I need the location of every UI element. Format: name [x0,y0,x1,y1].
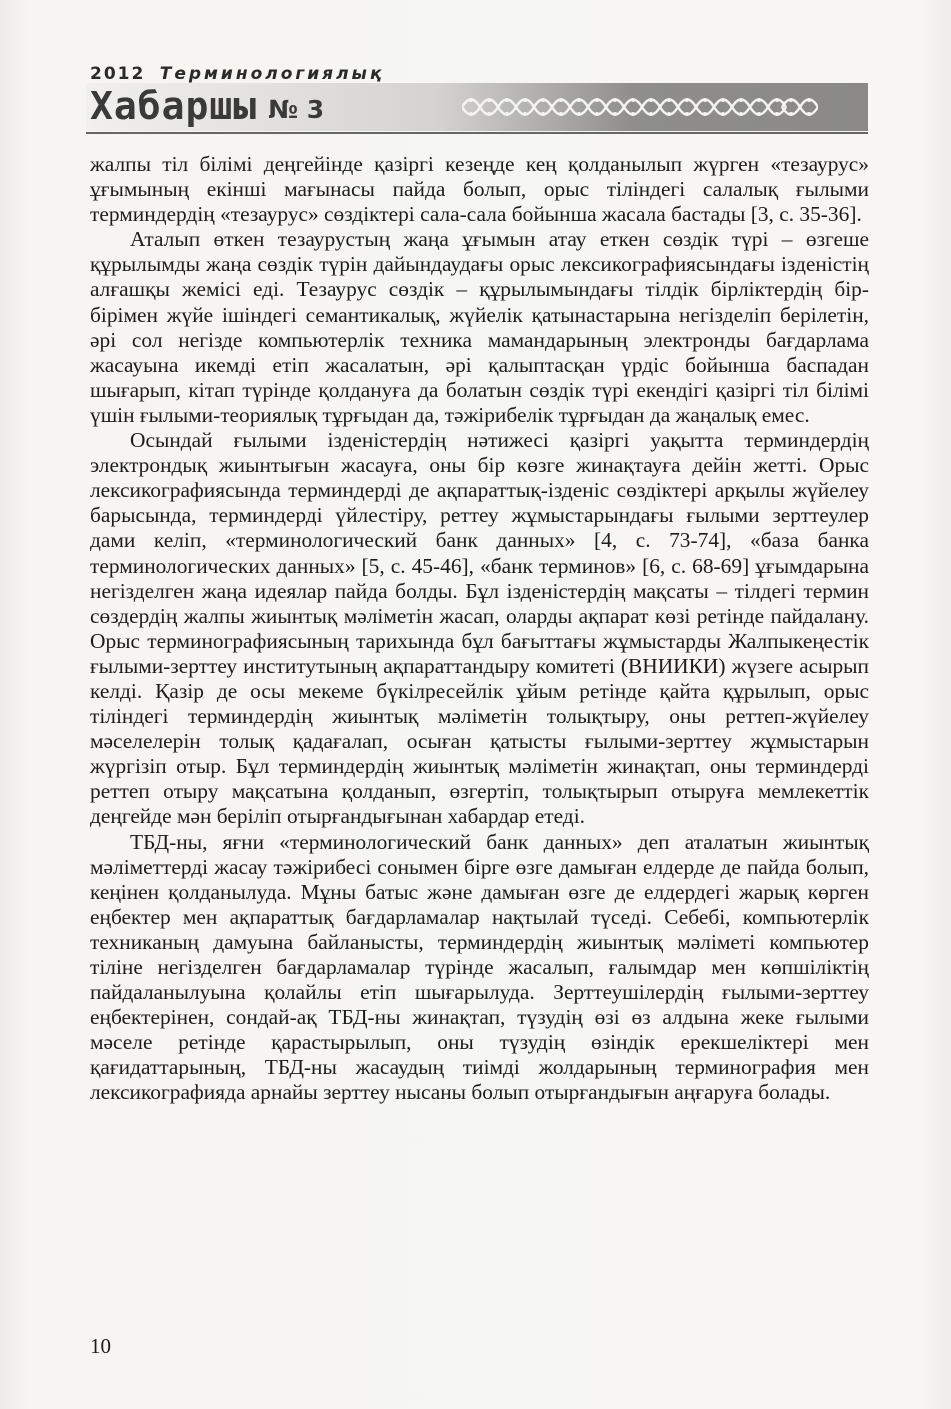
journal-series-line [90,64,384,84]
ornament-pattern-icon [462,88,818,126]
paragraph-4: ТБД-ны, яғни «терминологический банк данных» деп аталатын жиынтық мәліметтерді жасау тәжірибесі сонымен бірге өзге дамыған елдерде де пайда болып, кеңінен қолданылуда. Мұны батыс және дамыған өзге де елдердегі жарық көрген еңбектер мен ақпараттық бағдарламалар нақтылай түседі. Себебі, компьютерлік техниканың дамуына байланысты, терминдердің жиынтық мәліметі компьютер тіліне негізделген бағдарламалар түрінде жасалып, ғалымдар мен көпшіліктің пайдаланылуына қолайлы етіп шығарылуда. Зерттеушілердің ғылыми-зерттеу еңбектерінен, сондай-ақ ТБД-ны жинақтап, түзудің өзі өз алдына жеке ғылыми мәселе ретінде қарастырылып, оны түзудің өзіндік ерекшеліктері мен қағидаттарының, ТБД-ны жасаудың тиімді жолдарының терминография мен лексикографияда арнайы зерттеу нысаны болып отырғандығын аңғаруға болады. [90,829,869,1105]
paragraph-1: жалпы тіл білімі деңгейінде қазіргі кезеңде кең қолданылып жүрген «тезаурус» ұғымының екінші мағынасы пайда болып, орыс тіліндегі салалық ғылыми терминдердің «тезаурус» сөздіктері сала-сала бойынша жасала бастады [3, с. 35-36]. [90,152,869,227]
journal-issue: № 3 [268,95,325,124]
journal-series: Терминологиялық [159,64,385,84]
article-body [90,152,869,1106]
header-rule [86,132,868,134]
journal-year: 2012 [90,64,146,84]
journal-title: Хабаршы [90,84,258,128]
paragraph-2: Аталып өткен тезаурустың жаңа ұғымын атау еткен сөздік түрі – өзгеше құрылымды жаңа сөздік түрін дайындаудағы орыс лексикографиясындағы ізденістің алғашқы жемісі еді. Тезаурус сөздік – құрылымындағы тілдік бірліктердің бір-бірімен жүйе ішіндегі семантикалық, жүйелік қатынастарына негізделіп берілетін, әрі сол негізде компьютерлік техника мамандарының электронды бағдарлама жасауына икемді етіп жасалатын, әрі қалыптасқан үрдіс бойынша баспадан шығарып, кітап түрінде қолдануға да болатын сөздік түрі екендігі қазіргі тіл білімі үшін ғылыми-теориялық тұрғыдан да, тәжірибелік тұрғыдан да жаңалық емес. [90,227,869,427]
paragraph-3: Осындай ғылыми ізденістердің нәтижесі қазіргі уақытта терминдердің электрондық жиынтығын жасауға, оны бір көзге жинақтауға дейін жетті. Орыс лексикографиясында терминдерді де ақпараттық-ізденіс сөздіктері арқылы жүйелеу барысында, терминдерді үйлестіру, реттеу жұмыстарындағы ғылыми зерттеулер дами келіп, «терминологический банк данных» [4, с. 73-74], «база банка терминологических данных» [5, с. 45-46], «банк терминов» [6, с. 68-69] ұғымдарына негізделген жаңа идеялар пайда болды. Бұл ізденістердің мақсаты – тілдегі термин сөздердің жалпы жиынтық мәліметін жасап, оларды ақпарат көзі ретінде пайдалану. Орыс терминографиясының тарихында бұл бағыттағы жұмыстарды Жалпыкеңестік ғылыми-зерттеу институтының ақпараттандыру комитеті (ВНИИКИ) жүзеге асырып келді. Қазір де осы мекеме бүкілресейлік ұйым ретінде қайта құрылып, орыс тіліндегі терминдердің жиынтық мәліметін толықтыру, оны реттеп-жүйелеу мәселелерін толық қадағалап, осыған қатысты ғылыми-зерттеу жұмыстарын жүргізіп отыр. Бұл терминдердің жиынтық мәліметін жинақтап, оны терминдерді реттеп отыру мақсатына қолданып, өзгертіп, толықтырып отыруға мемлекеттік деңгейде мән беріліп отырғандығынан хабардар етеді. [90,428,869,829]
page-number: 10 [90,1334,111,1358]
